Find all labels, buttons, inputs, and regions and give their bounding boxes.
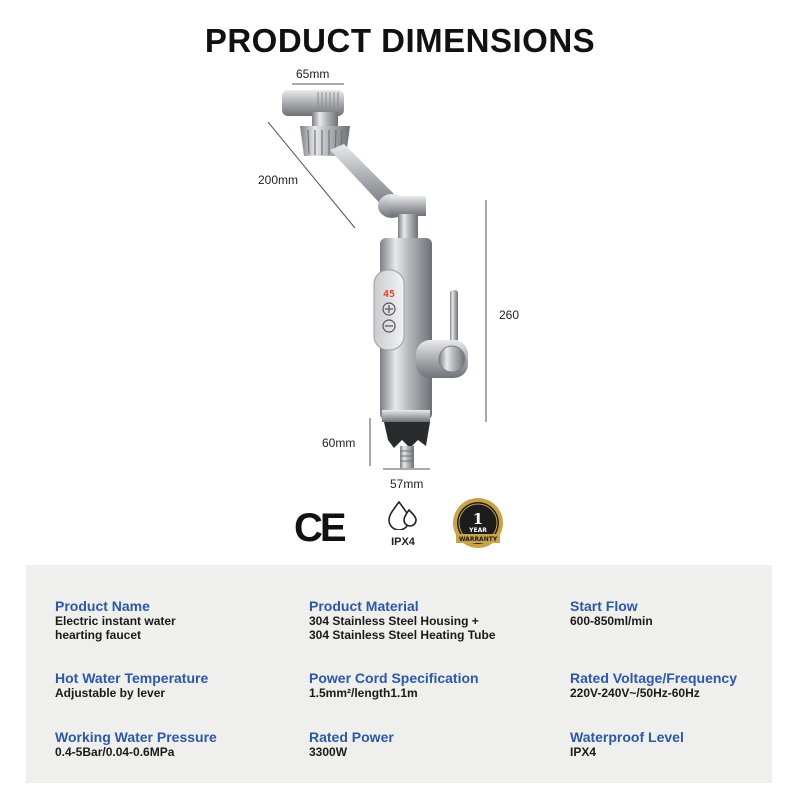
spec-rated-voltage: [570, 670, 737, 701]
spec-value: 0.4-5Bar/0.04-0.6MPa: [55, 745, 175, 759]
dim-label-arm-length: 200mm: [258, 173, 299, 187]
spec-value: IPX4: [570, 745, 597, 759]
certification-badges: [0, 496, 800, 556]
warranty-badge-icon: [450, 496, 506, 557]
dim-label-base-height: 60mm: [322, 436, 356, 450]
spec-value: Adjustable by lever: [55, 686, 166, 700]
specifications-panel: [26, 565, 772, 783]
spec-waterproof-level: [570, 729, 684, 760]
page-title: PRODUCT DIMENSIONS: [204, 22, 596, 59]
spec-product-name: [55, 598, 176, 642]
water-drop-icon: [380, 500, 426, 530]
warranty-year: YEAR: [469, 527, 487, 534]
spec-label: Waterproof Level: [570, 729, 684, 745]
ce-mark-icon: CE: [294, 506, 344, 550]
spec-hot-water-temperature: [55, 670, 208, 701]
dim-label-base-width: 57mm: [390, 477, 424, 491]
spec-label: Product Material: [309, 598, 419, 614]
spec-label: Working Water Pressure: [55, 729, 217, 745]
spec-start-flow: [570, 598, 653, 629]
inlet-thread: [400, 446, 414, 468]
spec-value: 220V-240V~/50Hz-60Hz: [570, 686, 700, 700]
spec-value: 304 Stainless Steel Housing + 304 Stainless Steel Heating Tube: [309, 614, 496, 642]
aerator-neck: [312, 112, 338, 126]
spec-power-cord: [309, 670, 479, 701]
spec-value: 1.5mm²/length1.1m: [309, 686, 418, 700]
warranty-number: 1: [472, 510, 484, 528]
spec-value: 3300W: [309, 745, 348, 759]
spec-label: Rated Voltage/Frequency: [570, 670, 738, 686]
arm-neck: [398, 214, 418, 240]
spec-label: Start Flow: [570, 598, 638, 614]
spec-product-material: [309, 598, 496, 642]
spec-label: Hot Water Temperature: [55, 670, 209, 686]
spec-value: 600-850ml/min: [570, 614, 653, 628]
spec-rated-power: [309, 729, 394, 760]
dim-label-top-width: 65mm: [296, 67, 330, 81]
temperature-lever: [450, 290, 458, 342]
spec-label: Product Name: [55, 598, 150, 614]
spec-label: Rated Power: [309, 729, 394, 745]
dim-label-height: 260: [499, 308, 520, 322]
temperature-display: 45: [382, 289, 396, 300]
warranty-word: WARRANTY: [458, 536, 498, 543]
base-gasket: [384, 422, 430, 448]
ipx-label: IPX4: [391, 536, 415, 548]
spec-value: Electric instant water hearting faucet: [55, 614, 176, 642]
spec-label: Power Cord Specification: [309, 670, 479, 686]
waterproof-badge: [380, 500, 426, 548]
spec-working-pressure: [55, 729, 217, 760]
